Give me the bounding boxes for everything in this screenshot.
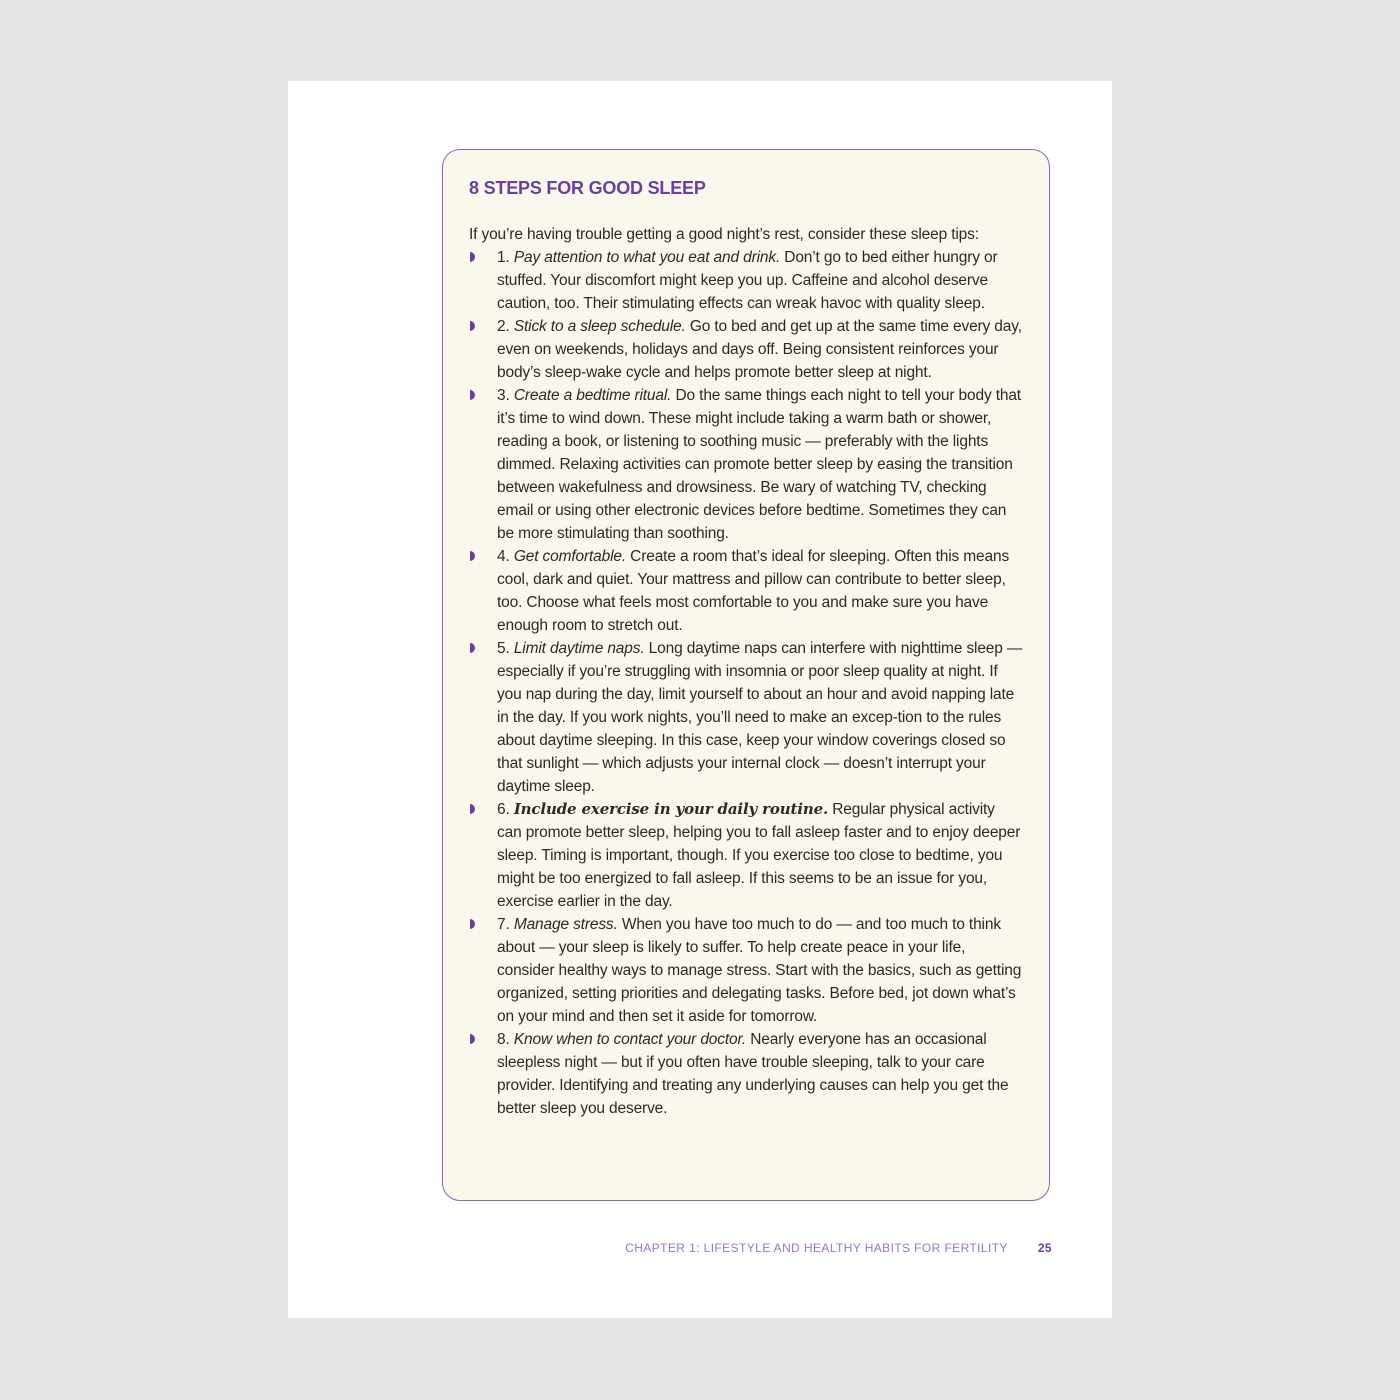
tip-body: Don’t go to bed either hungry or stuffed. Your discomfort might keep you up. Caffeine and alcohol deserve caution, too. Their stimulating effects can wreak havoc with quality sleep. — [497, 249, 998, 312]
tip-body: Do the same things each night to tell your body that it’s time to wind down. These might include taking a warm bath or shower, reading a book, or listening to soothing music — preferably with the lights dimmed. Relaxing activities can promote better sleep by easing the transition between wakefulness and drowsiness. Be wary of watching TV, checking email or using other electronic devices before bedtime. Sometimes they can be more stimulating than soothing. — [497, 387, 1021, 542]
list-item — [469, 1028, 1023, 1120]
tips-list — [469, 246, 1023, 1120]
half-circle-bullet-icon — [470, 390, 475, 400]
list-item — [469, 384, 1023, 545]
tip-body: Long daytime naps can interfere with nighttime sleep — especially if you’re struggling with insomnia or poor sleep quality at night. If you nap during the day, limit yourself to about an hour and avoid napping late in the day. If you work nights, you’ll need to make an excep-tion to the rules about daytime sleeping. In this case, keep your window coverings closed so that sunlight — which adjusts your internal clock — doesn’t interrupt your daytime sleep. — [497, 640, 1023, 795]
half-circle-bullet-icon — [470, 919, 475, 929]
tip-number: 3. — [497, 387, 510, 404]
book-page — [288, 81, 1112, 1318]
tip-title: Get comfortable. — [513, 548, 626, 565]
half-circle-bullet-icon — [470, 643, 475, 653]
tip-body: Nearly everyone has an occasional sleepless night — but if you often have trouble sleeping, talk to your care provider. Identifying and treating any underlying causes can help you get the better sleep you deserve. — [497, 1031, 1009, 1117]
half-circle-bullet-icon — [470, 804, 475, 814]
running-footer-chapter: CHAPTER 1: LIFESTYLE AND HEALTHY HABITS FOR FERTILITY — [625, 1241, 1008, 1255]
half-circle-bullet-icon — [470, 252, 475, 262]
tip-title: Pay attention to what you eat and drink. — [513, 249, 781, 266]
tip-number: 6. — [497, 801, 510, 818]
page-number: 25 — [1037, 1241, 1052, 1255]
list-item — [469, 798, 1023, 913]
half-circle-bullet-icon — [470, 321, 475, 331]
tip-number: 4. — [497, 548, 510, 565]
page-footer — [625, 1241, 1052, 1255]
tip-number: 7. — [497, 916, 510, 933]
tip-body: Regular physical activity can promote better sleep, helping you to fall asleep faster and to enjoy deeper sleep. Timing is important, though. If you exercise too close to bedtime, you might be too energized to fall asleep. If this seems to be an issue for you, exercise earlier in the day. — [497, 801, 1021, 910]
sleep-tips-sidebar — [442, 149, 1050, 1201]
tip-number: 1. — [497, 249, 510, 266]
tip-title: Know when to contact your doctor. — [513, 1031, 747, 1048]
sidebar-intro: If you’re having trouble getting a good night’s rest, consider these sleep tips: — [469, 226, 979, 243]
list-item — [469, 545, 1023, 637]
list-item — [469, 637, 1023, 798]
tip-title: Manage stress. — [513, 916, 618, 933]
tip-body: Go to bed and get up at the same time every day, even on weekends, holidays and days off. Being consistent reinforces your body’s sleep-wake cycle and helps promote better sleep at night. — [497, 318, 1022, 381]
tip-body: When you have too much to do — and too much to think about — your sleep is likely to suffer. To help create peace in your life, consider healthy ways to manage stress. Start with the basics, such as getting organized, setting priorities and delegating tasks. Before bed, jot down what’s on your mind and then set it aside for tomorrow. — [497, 916, 1022, 1025]
tip-title: Limit daytime naps. — [513, 640, 645, 657]
tip-number: 8. — [497, 1031, 510, 1048]
tip-title: Create a bedtime ritual. — [513, 387, 672, 404]
tip-body: Create a room that’s ideal for sleeping. Often this means cool, dark and quiet. Your mattress and pillow can contribute to better sleep, too. Choose what feels most comfortable to you and make sure you have enough room to stretch out. — [497, 548, 1010, 634]
sidebar-title: 8 STEPS FOR GOOD SLEEP — [469, 178, 706, 198]
half-circle-bullet-icon — [470, 551, 475, 561]
list-item — [469, 913, 1023, 1028]
list-item — [469, 246, 1023, 315]
tip-number: 5. — [497, 640, 510, 657]
half-circle-bullet-icon — [470, 1034, 475, 1044]
list-item — [469, 315, 1023, 384]
tip-number: 2. — [497, 318, 510, 335]
tip-title: Stick to a sleep schedule. — [513, 318, 686, 335]
tip-title: Include exercise in your daily routine. — [513, 800, 829, 818]
